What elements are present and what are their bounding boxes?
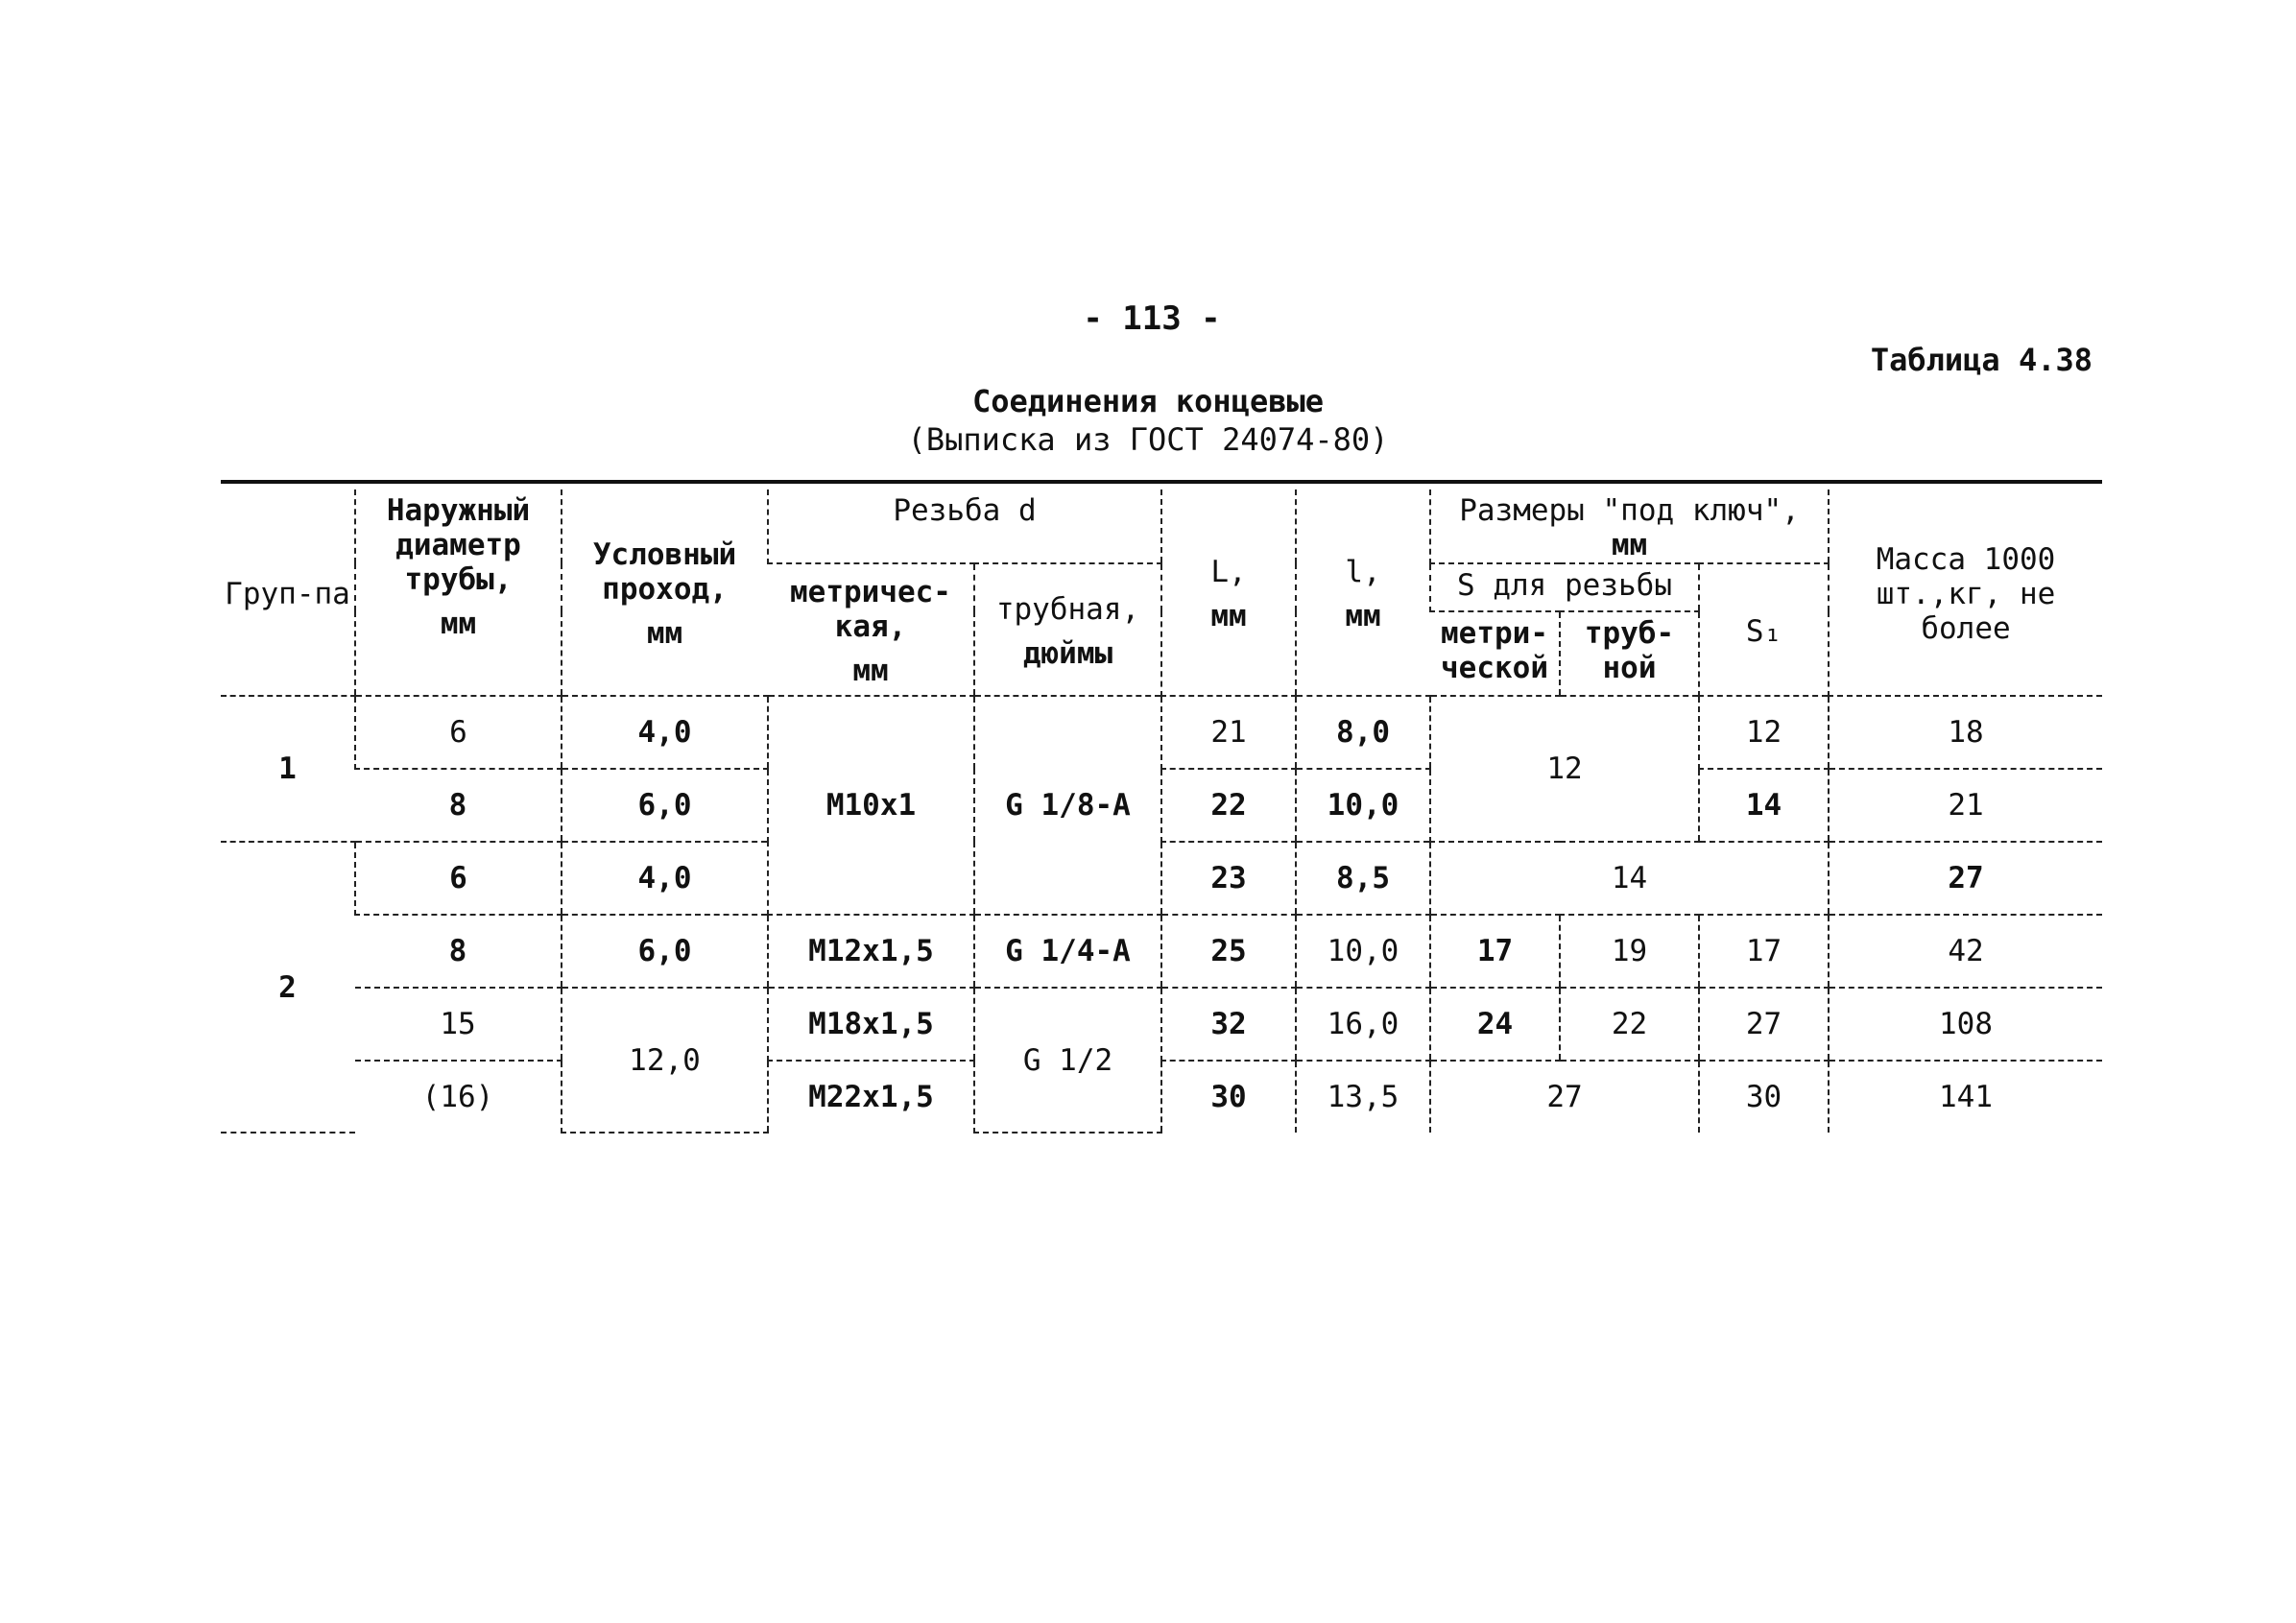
table-row (221, 915, 2102, 988)
header-thread-metric: метричес-кая, мм (768, 563, 974, 696)
cell-mass: 42 (1829, 915, 2102, 988)
title-line-2: (Выписка из ГОСТ 24074-80) (907, 421, 1389, 458)
cell-s-metric: 24 (1430, 988, 1560, 1061)
header-l: l, мм (1296, 489, 1430, 696)
cell-l: 8,5 (1296, 842, 1430, 915)
cell-group: 1 (221, 696, 355, 842)
cell-s1: 17 (1699, 915, 1829, 988)
cell-outer: (16) (421, 1080, 494, 1114)
cell-thread-pipe: G 1/4-A (974, 915, 1161, 988)
cell-s-thread: 27 (1430, 1061, 1699, 1133)
table-label: Таблица 4.38 (1870, 342, 2093, 378)
title-line-1: Соединения концевые (971, 383, 1325, 419)
cell-l: 13,5 (1296, 1061, 1430, 1133)
header-row-1 (221, 489, 2102, 563)
cell-L: 32 (1161, 988, 1296, 1061)
cell-L: 30 (1161, 1061, 1296, 1133)
cell-s1: 14 (1699, 769, 1829, 842)
cell-s-thread: 12 (1430, 696, 1699, 842)
header-s-pipe: труб-ной (1560, 611, 1699, 696)
cell-outer: 8 (355, 915, 562, 988)
table-row (221, 696, 2102, 769)
cell-mass: 21 (1829, 769, 2102, 842)
header-s-metric: метри-ческой (1430, 611, 1560, 696)
cell-s-pipe: 22 (1560, 988, 1699, 1061)
cell-outer: 6 (355, 696, 562, 769)
cell-thread-metric: M12x1,5 (768, 915, 974, 988)
header-thread-pipe: трубная, дюймы (974, 563, 1161, 696)
cell-outer: 8 (355, 769, 562, 842)
cell-bore: 6,0 (562, 769, 768, 842)
cell-L: 23 (1161, 842, 1296, 915)
header-thread-d: Резьба d (768, 489, 1161, 563)
cell-outer: 15 (355, 988, 562, 1061)
cell-outer: 6 (355, 842, 562, 915)
cell-thread-metric: M10x1 (768, 696, 974, 915)
header-mass: Масса 1000 шт.,кг, не более (1829, 489, 2102, 696)
cell-thread-metric: M18x1,5 (768, 988, 974, 1061)
cell-s1: 30 (1699, 1061, 1829, 1133)
table-row (221, 988, 2102, 1061)
top-rule (221, 480, 2102, 484)
header-outer-diameter: Наружный диаметр трубы, мм (355, 489, 562, 696)
header-s1: S₁ (1699, 563, 1829, 696)
header-L: L, мм (1161, 489, 1296, 696)
page-number: - 113 - (1083, 299, 1221, 338)
table-row (221, 842, 2102, 915)
cell-bore: 4,0 (562, 696, 768, 769)
cell-s1: 27 (1699, 988, 1829, 1061)
cell-thread-metric: M22x1,5 (768, 1061, 974, 1133)
header-nominal-bore: Условный проход, мм (562, 489, 768, 696)
cell-mass: 27 (1829, 842, 2102, 915)
cell-thread-pipe: G 1/8-A (974, 696, 1161, 915)
header-wrench-sizes: Размеры "под ключ", мм (1430, 489, 1829, 563)
cell-s-metric: 17 (1430, 915, 1560, 988)
cell-s-thread: 14 (1430, 842, 1829, 915)
table-title (0, 382, 2296, 459)
cell-bore: 4,0 (562, 842, 768, 915)
cell-L: 22 (1161, 769, 1296, 842)
table-row (221, 1061, 2102, 1133)
cell-L: 21 (1161, 696, 1296, 769)
cell-l: 16,0 (1296, 988, 1430, 1061)
cell-thread-pipe: G 1/2 (974, 988, 1161, 1133)
cell-s-pipe: 19 (1560, 915, 1699, 988)
header-s-for-thread: S для резьбы (1430, 563, 1699, 611)
cell-mass: 108 (1829, 988, 2102, 1061)
cell-mass: 141 (1829, 1061, 2102, 1133)
cell-s1: 12 (1699, 696, 1829, 769)
cell-bore: 12,0 (562, 988, 768, 1133)
cell-group: 2 (221, 842, 355, 1133)
table-row (221, 769, 2102, 842)
cell-bore: 6,0 (562, 915, 768, 988)
cell-l: 10,0 (1296, 769, 1430, 842)
cell-mass: 18 (1829, 696, 2102, 769)
cell-l: 8,0 (1296, 696, 1430, 769)
cell-l: 10,0 (1296, 915, 1430, 988)
cell-L: 25 (1161, 915, 1296, 988)
spec-table (221, 489, 2102, 1134)
header-group: Груп-па (221, 489, 355, 696)
